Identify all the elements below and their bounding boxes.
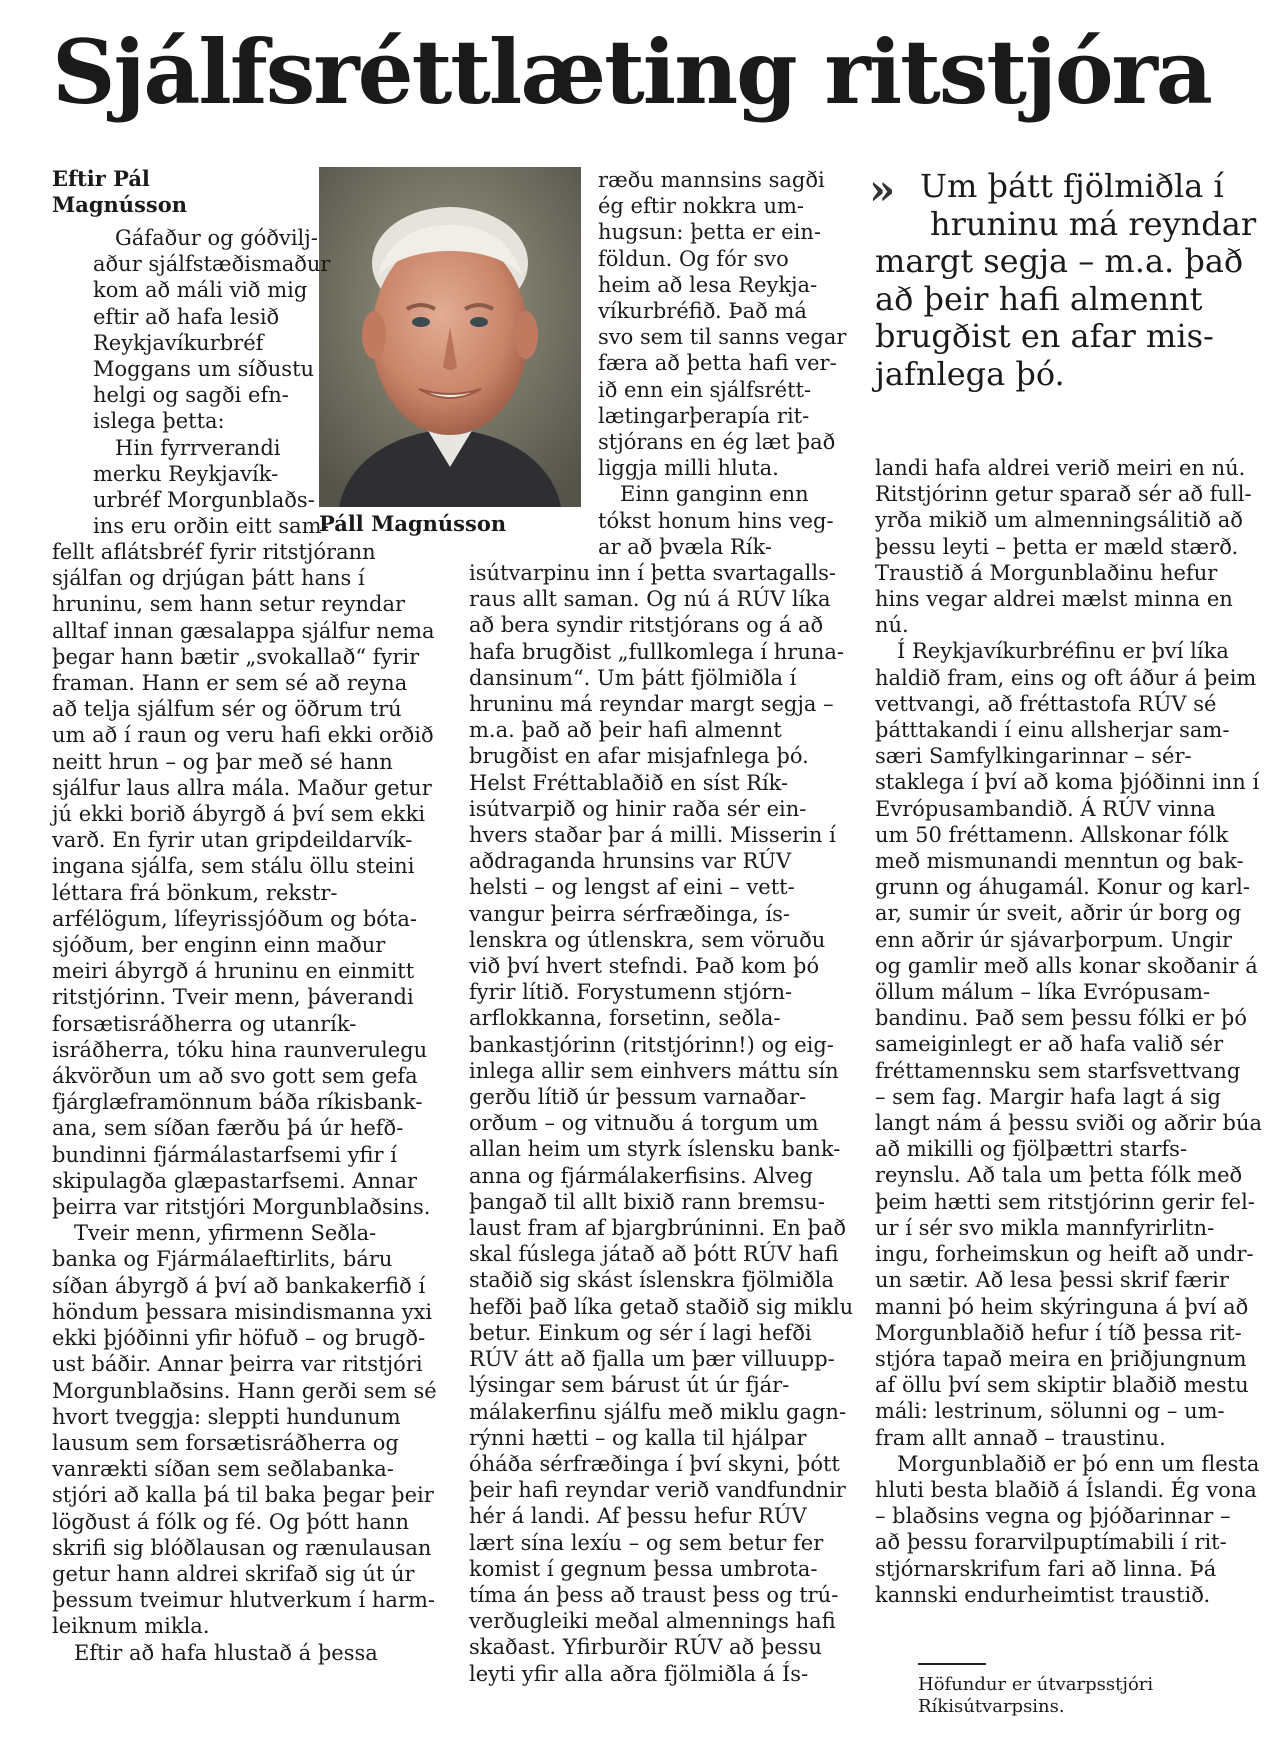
text-line: fyrir lítið. Forystumenn stjórn- (469, 980, 793, 1005)
text-line: ingu, forheimskun og heift að undr- (875, 1242, 1254, 1267)
text-line: skipulagða glæpastarfsemi. Annar (52, 1168, 418, 1193)
text-line: ræðu mannsins sagði (598, 168, 825, 192)
column-1-body-text (52, 539, 437, 1666)
text-line: óháða sérfræðinga í því skyni, þótt (469, 1451, 840, 1476)
text-line: anna og fjármálakerfisins. Alveg (469, 1163, 813, 1188)
text-line: fram allt annað – traustinu. (875, 1425, 1166, 1450)
author-portrait-image (319, 167, 581, 507)
quote-mark-icon: » (869, 165, 896, 214)
text-line: ana, sem síðan færðu þá úr hefð- (52, 1116, 404, 1141)
pull-quote-line: að þeir hafi almennt (875, 279, 1203, 318)
text-line: tíma án þess að traust þess og trú- (469, 1582, 839, 1607)
text-line: staklega í því að koma þjóðinni inn í (875, 770, 1260, 795)
text-line: víkurbréfið. Það má (598, 299, 807, 324)
text-line: skaðast. Yfirburðir RÚV að þessu (469, 1635, 822, 1660)
text-line: vangur þeirra sérfræðinga, ís- (469, 901, 791, 926)
text-line: leiknum mikla. (52, 1614, 210, 1639)
column-3-body-text (875, 455, 1262, 1608)
text-line: særi Samfylkingarinnar – sér- (875, 744, 1192, 769)
text-line: fréttamennsku sem starfsvettvang (875, 1058, 1241, 1083)
text-line: lært sína lexíu – og sem betur fer (469, 1530, 824, 1555)
text-line: isútvarpið og hinir raða sér ein- (469, 796, 807, 821)
text-line: hruninu má reyndar margt segja – (469, 692, 834, 717)
pull-quote-line: margt segja – m.a. það (875, 242, 1244, 280)
text-line: verðugleiki meðal almennings hafi (469, 1609, 836, 1634)
text-line: kom að máli við mig (93, 278, 308, 303)
text-line: svo sem til sanns vegar (598, 325, 847, 350)
text-line: þessu leyti – þetta er mæld stærð. (875, 534, 1239, 559)
text-line: bundinni fjármálastarfsemi yfir í (52, 1142, 397, 1167)
text-line: Tveir menn, yfirmenn Seðla- (74, 1221, 377, 1246)
text-line: þeirra var ritstjóri Morgunblaðsins. (52, 1195, 431, 1220)
text-line: sameiginlegt er að hafa valið sér (875, 1032, 1224, 1057)
text-line: forsætisráðherra og utanrík- (52, 1011, 357, 1036)
text-line: isútvarpinu inn í þetta svartagalls- (469, 561, 836, 585)
text-line: aðdraganda hrunsins var RÚV (469, 849, 792, 874)
text-line: liggja milli hluta. (598, 456, 779, 481)
text-line: þangað til allt bixið rann bremsu- (469, 1189, 825, 1214)
text-line: arflokkanna, forsetinn, seðla- (469, 1006, 781, 1031)
text-line: Reykjavíkurbréf (93, 330, 264, 355)
text-line: inlega allir sem einhvers máttu sín (469, 1058, 839, 1083)
text-line: hins vegar aldrei mælst minna en (875, 587, 1233, 612)
text-line: um 50 fréttamenn. Allskonar fólk (875, 822, 1229, 847)
text-line: þessum tveimur hlutverkum í harm- (52, 1588, 435, 1613)
text-line: vettvangi, að fréttastofa RÚV sé (875, 691, 1217, 716)
text-line: tókst honum hins veg- (598, 508, 834, 533)
text-line: eftir að hafa lesið (93, 304, 280, 329)
text-line: komist í gegnum þessa umbrota- (469, 1556, 818, 1581)
text-line: ur í sér svo mikla mannfyrirlitn- (875, 1215, 1215, 1240)
text-line: öllum málum – líka Evrópusam- (875, 980, 1211, 1005)
footnote-line: Ríkisútvarpsins. (918, 1696, 1065, 1717)
text-line: Gáfaður og góðvilj- (115, 226, 318, 250)
text-line: ar að þvæla Rík- (598, 534, 773, 559)
text-line: þeir hafi reyndar verið vandfundnir (469, 1478, 846, 1503)
pull-quote-line: hruninu má reyndar (930, 204, 1257, 243)
text-line: yrða mikið um almenningsálitið að (875, 508, 1243, 533)
text-line: Moggans um síðustu (93, 357, 315, 382)
pull-quote-text (875, 168, 1256, 393)
text-line: hruninu, sem hann setur reyndar (52, 592, 406, 617)
text-line: hugsun: þetta er ein- (598, 220, 821, 245)
text-line: hvort tveggja: sleppti hundunum (52, 1404, 401, 1429)
text-line: fellt aflátsbréf fyrir ritstjórann (52, 540, 376, 564)
text-line: – blaðsins vegna og þjóðarinnar – (875, 1504, 1231, 1529)
text-line: stjórnarskrifum fari að linna. Þá (875, 1556, 1217, 1581)
text-line: með mismunandi menntun og bak- (875, 849, 1244, 874)
pull-quote-line: Um þátt fjölmiðla í (920, 167, 1224, 205)
text-line: laust fram af bjargbrúninni. En það (469, 1216, 846, 1241)
text-line: Evrópusambandið. Á RÚV vinna (875, 796, 1216, 821)
text-line: nú. (875, 613, 909, 638)
text-line: hafa brugðist „fullkomlega í hruna- (469, 639, 845, 664)
byline-line: Magnússon (52, 192, 187, 217)
text-line: lýsingar sem bárust út úr fjár- (469, 1373, 790, 1398)
text-line: Eftir að hafa hlustað á þessa (74, 1640, 378, 1665)
text-line: af öllu því sem skiptir blaðið mestu (875, 1373, 1249, 1398)
text-line: urbréf Morgunblaðs- (93, 488, 315, 513)
column-2-body-text (469, 560, 853, 1687)
text-line: sjálfur laus allra mála. Maður getur (52, 775, 432, 800)
text-line: aður sjálfstæðismaður (93, 252, 331, 277)
text-line: Traustið á Morgunblaðinu hefur (875, 560, 1218, 585)
text-line: kannski endurheimtist traustið. (875, 1582, 1211, 1607)
text-line: betur. Einkum og sér í lagi hefði (469, 1320, 812, 1345)
text-line: sjálfan og drjúgan þátt hans í (52, 566, 365, 591)
text-line: að bera syndir ritstjórans og á að (469, 613, 824, 638)
text-line: hefði það líka getað staðið sig miklu (469, 1294, 854, 1319)
text-line: ar, sumir úr sveit, aðrir úr borg og (875, 901, 1242, 926)
text-line: leyti yfir alla aðra fjölmiðla á Ís- (469, 1661, 809, 1686)
text-line: allan heim um styrk íslensku bank- (469, 1137, 841, 1162)
text-line: m.a. það að þeir hafi almennt (469, 718, 782, 743)
text-line: að telja sjálfum sér og öðrum trú (52, 697, 402, 722)
text-line: dansinum“. Um þátt fjölmiðla í (469, 665, 797, 690)
text-line: ingana sjálfa, sem stálu öllu steini (52, 854, 415, 879)
byline (52, 166, 187, 218)
text-line: Hin fyrrverandi (115, 435, 281, 460)
text-line: meiri ábyrgð á hruninu en einmitt (52, 959, 415, 984)
article-title: Sjálfsréttlæting ritstjóra (52, 20, 1211, 124)
text-line: földun. Og fór svo (598, 246, 789, 271)
text-line: bankastjórinn (ritstjórinn!) og eig- (469, 1032, 834, 1057)
text-line: fjárglæframönnum báða ríkisbank- (52, 1090, 423, 1115)
text-line: haldið fram, eins og oft áður á þeim (875, 665, 1257, 690)
text-line: lætingarþerapía rit- (598, 403, 810, 428)
text-line: reynslu. Að tala um þetta fólk með (875, 1163, 1243, 1188)
text-line: skal fúslega játað að þótt RÚV hafi (469, 1242, 839, 1267)
text-line: helgi og sagði efn- (93, 383, 289, 408)
author-photo (319, 167, 581, 507)
footer-divider (918, 1663, 986, 1665)
text-line: Morgunblaðið er þó enn um flesta (897, 1451, 1260, 1476)
text-line: enn aðrir úr sjávarþorpum. Ungir (875, 927, 1233, 952)
text-line: hluti besta blaðið á Íslandi. Ég vona (875, 1477, 1257, 1502)
text-line: raus allt saman. Og nú á RÚV líka (469, 587, 831, 612)
text-line: ins eru orðin eitt sam- (93, 514, 329, 539)
text-line: orðum – og vitnuðu á torgum um (469, 1111, 819, 1136)
text-line: helsti – og lengst af eini – vett- (469, 875, 795, 900)
text-line: Morgunblaðsins. Hann gerði sem sé (52, 1378, 437, 1403)
text-line: – sem fag. Margir hafa lagt á sig (875, 1084, 1221, 1109)
text-line: islega þetta: (93, 409, 225, 434)
text-line: og gamlir með alls konar skoðanir á (875, 953, 1258, 978)
text-line: síðan ábyrgð á því að bankakerfið í (52, 1273, 426, 1298)
text-line: skrifi sig blóðlausan og rænulausan (52, 1535, 432, 1560)
text-line: Helst Fréttablaðið en síst Rík- (469, 770, 789, 795)
text-line: þegar hann bætir „svokallað“ fyrir (52, 644, 420, 669)
text-line: bandinu. Það sem þessu fólki er þó (875, 1006, 1247, 1031)
text-line: lenskra og útlenskra, sem vöruðu (469, 927, 826, 952)
text-line: ákvörðun um að svo gott sem gefa (52, 1064, 418, 1089)
text-line: Morgunblaðið hefur í tíð þessa rit- (875, 1320, 1242, 1345)
text-line: stjóra tapað meira en þriðjungnum (875, 1346, 1247, 1371)
column-2-top-text (598, 167, 846, 560)
text-line: brugðist en afar misjafnlega þó. (469, 744, 809, 769)
text-line: banka og Fjármálaeftirlits, báru (52, 1247, 393, 1272)
text-line: málakerfinu sjálfu með miklu gagn- (469, 1399, 847, 1424)
pull-quote-line: jafnlega þó. (875, 354, 1065, 393)
text-line: Í Reykjavíkurbréfinu er því líka (897, 639, 1229, 664)
text-line: jú ekki borið ábyrgð á því sem ekki (52, 802, 426, 827)
text-line: ust báðir. Annar þeirra var ritstjóri (52, 1352, 423, 1377)
text-line: isráðherra, tóku hina raunverulegu (52, 1037, 428, 1062)
text-line: framan. Hann er sem sé að reyna (52, 671, 408, 696)
text-line: Einn ganginn enn (620, 482, 809, 507)
text-line: manni þó heim skýringuna á því að (875, 1294, 1249, 1319)
photo-caption: Páll Magnússon (319, 511, 507, 536)
text-line: getur hann aldrei skrifað sig út úr (52, 1561, 415, 1586)
text-line: stjóri að kalla þá til baka þegar þeir (52, 1483, 434, 1508)
text-line: hvers staðar þar á milli. Misserin í (469, 823, 836, 848)
pull-quote (869, 165, 1257, 393)
text-line: um að í raun og veru hafi ekki orðið (52, 723, 434, 748)
text-line: færa að þetta hafi ver- (598, 351, 837, 376)
text-line: máli: lestrinum, sölunni og – um- (875, 1399, 1225, 1424)
text-line: neitt hrun – og þar með sé hann (52, 749, 393, 774)
text-line: arfélögum, lífeyrissjóðum og bóta- (52, 906, 417, 931)
text-line: ritstjórinn. Tveir menn, þáverandi (52, 985, 414, 1010)
text-line: langt nám á þessu sviði og aðrir búa (875, 1111, 1263, 1136)
text-line: alltaf innan gæsalappa sjálfur nema (52, 618, 435, 643)
text-line: höndum þessara misindismanna yxi (52, 1299, 433, 1324)
text-line: ég eftir nokkra um- (598, 194, 805, 219)
text-line: ekki þjóðinni yfir höfuð – og brugð- (52, 1326, 426, 1351)
text-line: við því hvert stefndi. Það kom þó (469, 954, 820, 979)
text-line: hér á landi. Af þessu hefur RÚV (469, 1504, 807, 1529)
footnote-line: Höfundur er útvarpsstjóri (918, 1674, 1154, 1695)
text-line: þeim hætti sem ritstjórinn gerir fel- (875, 1189, 1255, 1214)
text-line: léttara frá bönkum, rekstr- (52, 880, 338, 905)
text-line: sjóðum, ber enginn einn maður (52, 933, 386, 958)
text-line: þátttakandi í einu allsherjar sam- (875, 718, 1230, 743)
text-line: RÚV átt að fjalla um þær villuupp- (469, 1347, 835, 1372)
text-line: lausum sem forsætisráðherra og (52, 1430, 399, 1455)
text-line: un sætir. Að lesa þessi skrif færir (875, 1268, 1229, 1293)
text-line: vanrækti síðan sem seðlabanka- (52, 1457, 394, 1482)
text-line: varð. En fyrir utan gripdeildarvík- (52, 828, 413, 853)
text-line: grunn og áhugamál. Konur og karl- (875, 875, 1250, 900)
text-line: staðið sig skást íslenskra fjölmiðla (469, 1268, 834, 1293)
text-line: að þessu forarvilpuptímabili í rit- (875, 1530, 1227, 1555)
text-line: stjórans en ég læt það (598, 430, 836, 455)
byline-line: Eftir Pál (52, 166, 150, 191)
text-line: Ritstjórinn getur sparað sér að full- (875, 482, 1252, 507)
column-1-top-text (93, 225, 330, 539)
text-line: gerðu lítið úr þessum varnaðar- (469, 1085, 807, 1110)
text-line: að mikilli og fjölþættri starfs- (875, 1137, 1188, 1162)
text-line: lögðust á fólk og fé. Og þótt hann (52, 1509, 409, 1534)
author-footnote (918, 1674, 1153, 1718)
pull-quote-line: brugðist en afar mis- (875, 317, 1214, 355)
text-line: landi hafa aldrei verið meiri en nú. (875, 456, 1246, 480)
text-line: heim að lesa Reykja- (598, 272, 818, 297)
text-line: ið enn ein sjálfsrétt- (598, 377, 812, 402)
text-line: rýnni hætti – og kalla til hjálpar (469, 1425, 807, 1450)
text-line: merku Reykjavík- (93, 461, 279, 486)
